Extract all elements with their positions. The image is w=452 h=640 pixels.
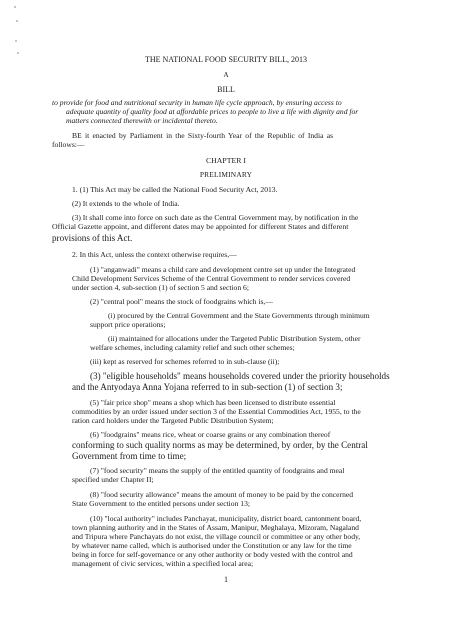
enacting-formula: BE it enacted by Parliament in the Sixty-fourth Year of the Republic of India as (72, 131, 334, 140)
section-1-commencement: (3) It shall come into force on such date as the Central Government may, by notification in the (72, 213, 359, 222)
definition-line: conforming to such quality norms as may be determined, by order, by the Central (72, 440, 368, 450)
definition-line: management of civic services, within a specified local area; (72, 559, 254, 568)
definition-line: (i) procured by the Central Government and the State Governments through minimum (108, 311, 370, 320)
definition-line: and the Antyodaya Anna Yojana referred to in sub-section (1) of section 3; (72, 382, 343, 392)
definition-line: welfare schemes, including calamity relief and such other schemes; (90, 343, 295, 352)
enacting-formula-end: follows:— (52, 140, 85, 149)
definition-line: under section 4, sub-section (1) of section 5 and section 6; (72, 283, 249, 292)
chapter-subheading: PRELIMINARY (199, 170, 253, 179)
definition-line: (iii) kept as reserved for schemes referred to in sub-clause (ii); (90, 357, 280, 366)
definition-line: Government from time to time; (72, 451, 187, 461)
definition-line: ration card holders under the Targeted Public Distribution System; (72, 416, 274, 425)
margin-speck (15, 40, 17, 42)
definition-line: (6) "foodgrains" means rice, wheat or coarse grains or any combination thereof (90, 430, 331, 439)
section-1-title: 1. (1) This Act may be called the National Food Security Act, 2013. (72, 185, 278, 194)
definition-line: support price operations; (90, 320, 166, 329)
definition-line: (1) "anganwadi" means a child care and development centre set up under the Integrated (90, 265, 356, 274)
chapter-heading: CHAPTER I (205, 156, 247, 165)
section-1-extent: (2) It extends to the whole of India. (72, 199, 180, 208)
bill-title: THE NATIONAL FOOD SECURITY BILL, 2013 (144, 55, 308, 64)
definition-line: State Government to the entitled persons under section 13; (72, 499, 250, 508)
section-1-commencement: provisions of this Act. (52, 233, 133, 243)
definition-line: being in force for self-governance or any other authority or body vested with the control and (72, 550, 353, 559)
definition-line: town planning authority and in the States of Assam, Manipur, Meghalaya, Mizoram, Nagaland (72, 523, 359, 532)
definition-line: by whatever name called, which is authorised under the Constitution or any law for the time (72, 541, 352, 550)
definition-line: and Tripura where Panchayats do not exist, the village council or committee or any other body, (72, 532, 361, 541)
definition-line: Child Development Services Scheme of the Central Government to render services covered (72, 274, 351, 283)
definition-line: (3) "eligible households" means households covered under the priority households (90, 371, 390, 381)
definition-line: (7) "food security" means the supply of the entitled quantity of foodgrains and meal (90, 466, 345, 475)
long-title-line: to provide for food and nutritional security in human life cycle approach, by ensuring access to (52, 98, 342, 107)
long-title-line: matters connected therewith or incidental thereto. (66, 116, 218, 125)
definition-line: (5) "fair price shop" means a shop which has been licensed to distribute essential (90, 398, 336, 407)
definition-line: specified under Chapter II; (72, 475, 154, 484)
margin-speck (16, 20, 18, 22)
long-title-line: adequate quantity of quality food at affordable prices to people to live a life with dignity and for (66, 107, 359, 116)
section-1-commencement: Official Gazette appoint, and different dates may be appointed for different States and different (52, 222, 349, 231)
bill-heading: BILL (217, 85, 235, 94)
margin-speck (14, 6, 16, 8)
margin-speck (17, 52, 19, 54)
definition-line: (2) "central pool" means the stock of foodgrains which is,— (90, 297, 273, 306)
article-a: A (223, 71, 229, 79)
definition-line: commodities by an order issued under section 3 of the Essential Commodities Act, 1955, to the (72, 407, 361, 416)
section-2-intro: 2. In this Act, unless the context otherwise requires,— (72, 250, 237, 259)
page-number: 1 (224, 575, 228, 584)
definition-line: (ii) maintained for allocations under the Targeted Public Distribution System, other (108, 334, 361, 343)
definition-line: (10) "local authority" includes Panchayat, municipality, district board, cantonment board, (90, 514, 362, 523)
definition-line: (8) "food security allowance" means the amount of money to be paid by the concerned (90, 490, 354, 499)
